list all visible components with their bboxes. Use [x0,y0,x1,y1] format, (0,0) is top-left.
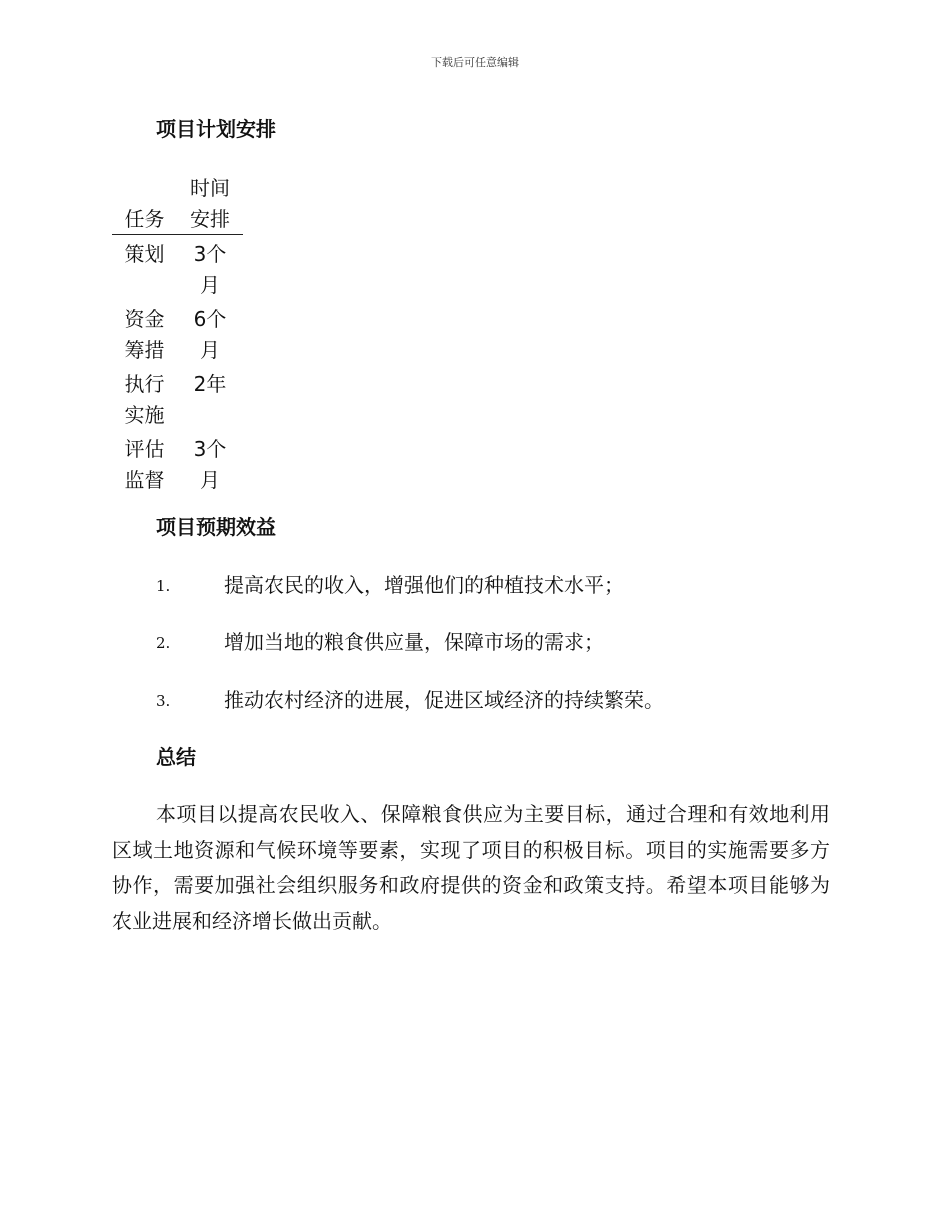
list-item-number: 3. [156,692,171,710]
list-item-number: 1. [156,577,171,595]
time-cell: 3个月 [193,242,227,297]
column-header-time: 时间安排 [177,173,243,235]
section-title-plan: 项目计划安排 [156,117,276,141]
task-cell: 策划 [124,242,165,266]
task-cell: 资金筹措 [124,307,165,362]
table-header-row [112,173,243,235]
list-item-text: 提高农民的收入，增强他们的种植技术水平； [224,573,624,597]
table-row [112,434,243,499]
time-cell: 3个月 [193,437,227,492]
list-item-text: 增加当地的粮食供应量，保障市场的需求； [224,630,604,654]
column-header-task: 任务 [112,173,177,235]
table-row [112,235,243,305]
section-title-summary: 总结 [156,745,196,769]
table-row [112,304,243,369]
page-header: 下载后可任意编辑 [431,56,519,69]
schedule-table [112,173,243,499]
time-cell: 2年 [193,372,227,396]
task-cell: 执行实施 [124,372,165,427]
summary-paragraph: 本项目以提高农民收入、保障粮食供应为主要目标，通过合理和有效地利用区域土地资源和气候环境等要素，实现了项目的积极目标。项目的实施需要多方协作，需要加强社会组织服务和政府提供的资金和政策支持。希望本项目能够为农业进展和经济增长做出贡献。 [112,802,830,933]
table-row [112,369,243,434]
section-title-benefits: 项目预期效益 [156,515,276,539]
list-item-text: 推动农村经济的进展，促进区域经济的持续繁荣。 [224,688,664,712]
time-cell: 6个月 [193,307,227,362]
task-cell: 评估监督 [124,437,165,492]
list-item-number: 2. [156,634,171,652]
